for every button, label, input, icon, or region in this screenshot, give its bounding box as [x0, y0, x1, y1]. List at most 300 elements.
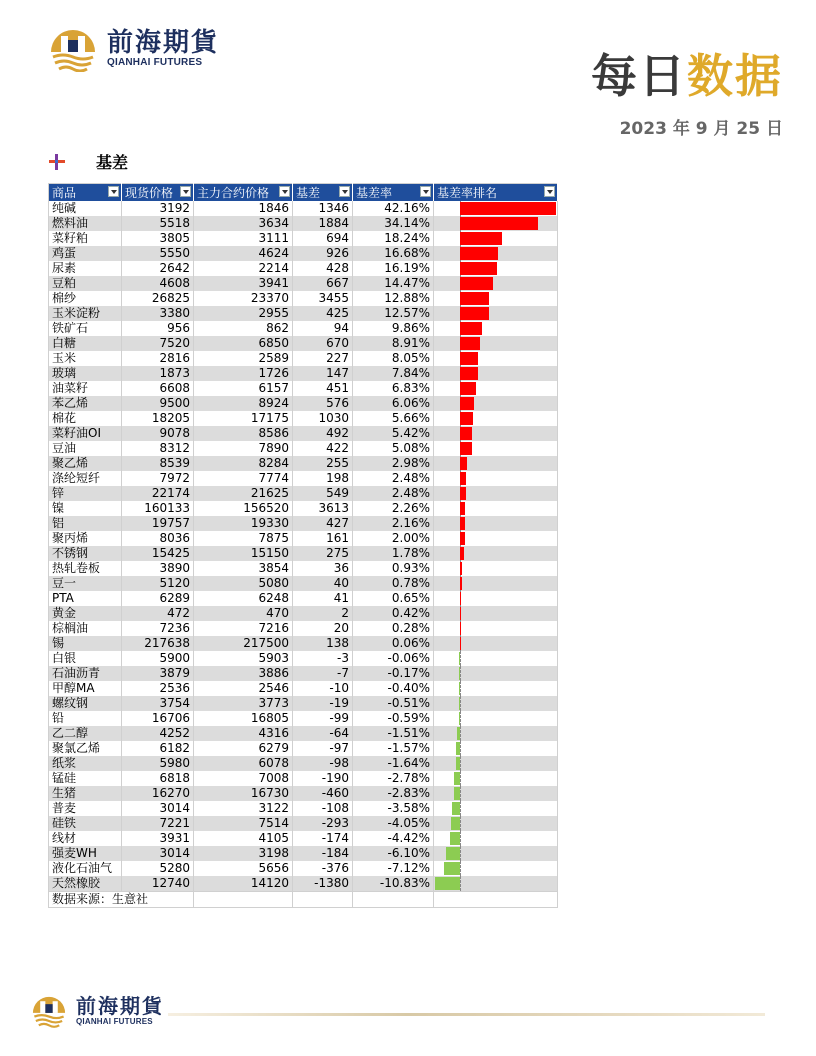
basis-rate-bar: [451, 817, 460, 830]
spot-price-cell: 3931: [122, 831, 194, 846]
basis-rate-cell: 16.68%: [353, 246, 434, 261]
table-row: [49, 306, 558, 321]
basis-rate-bar-cell: [434, 561, 558, 576]
bar-zero-axis: [460, 801, 461, 816]
basis-cell: -64: [293, 726, 353, 741]
table-row: [49, 546, 558, 561]
commodity-cell: 油菜籽: [49, 381, 122, 396]
commodity-cell: 纯碱: [49, 201, 122, 216]
main-contract-price-cell: 4105: [194, 831, 293, 846]
main-contract-price-cell: 8284: [194, 456, 293, 471]
table-row: [49, 231, 558, 246]
basis-cell: -184: [293, 846, 353, 861]
commodity-cell: 棕榈油: [49, 621, 122, 636]
filter-dropdown-icon[interactable]: [279, 186, 290, 197]
basis-cell: -19: [293, 696, 353, 711]
table-row: [49, 756, 558, 771]
main-contract-price-cell: 2214: [194, 261, 293, 276]
basis-rate-cell: 0.42%: [353, 606, 434, 621]
bar-zero-axis: [460, 726, 461, 741]
bar-zero-axis: [460, 816, 461, 831]
empty-cell: [434, 892, 558, 908]
table-row: [49, 786, 558, 801]
basis-rate-bar-cell: [434, 456, 558, 471]
commodity-cell: 不锈钢: [49, 546, 122, 561]
table-row: [49, 261, 558, 276]
spot-price-cell: 6818: [122, 771, 194, 786]
spot-price-cell: 160133: [122, 501, 194, 516]
table-row: [49, 591, 558, 606]
main-contract-price-cell: 7774: [194, 471, 293, 486]
spot-price-cell: 4608: [122, 276, 194, 291]
main-contract-price-cell: 15150: [194, 546, 293, 561]
basis-cell: 422: [293, 441, 353, 456]
empty-cell: [353, 892, 434, 908]
main-contract-price-cell: 3111: [194, 231, 293, 246]
col-header-spot-price[interactable]: 现货价格: [122, 184, 194, 202]
commodity-cell: 铁矿石: [49, 321, 122, 336]
basis-rate-cell: -0.06%: [353, 651, 434, 666]
commodity-cell: 锰硅: [49, 771, 122, 786]
logo-chinese-name: 前海期貨: [107, 27, 220, 58]
basis-rate-bar-cell: [434, 726, 558, 741]
page-title: [591, 48, 783, 104]
basis-rate-cell: -1.64%: [353, 756, 434, 771]
basis-rate-cell: 0.28%: [353, 621, 434, 636]
basis-rate-bar-cell: [434, 351, 558, 366]
basis-table: [48, 183, 558, 908]
basis-rate-bar: [456, 757, 460, 770]
table-row: [49, 246, 558, 261]
basis-rate-bar-cell: [434, 876, 558, 892]
commodity-cell: 菜籽粕: [49, 231, 122, 246]
main-contract-price-cell: 7216: [194, 621, 293, 636]
basis-cell: 1884: [293, 216, 353, 231]
basis-rate-bar-cell: [434, 381, 558, 396]
basis-rate-bar-cell: [434, 861, 558, 876]
basis-rate-bar-cell: [434, 531, 558, 546]
footer-logo-english-name: QIANHAI FUTURES: [76, 1016, 153, 1026]
commodity-cell: 液化石油气: [49, 861, 122, 876]
basis-rate-bar-cell: [434, 786, 558, 801]
main-contract-price-cell: 7875: [194, 531, 293, 546]
col-header-basis-rate[interactable]: 基差率: [353, 184, 434, 202]
basis-rate-bar-cell: [434, 651, 558, 666]
basis-rate-cell: 12.88%: [353, 291, 434, 306]
basis-rate-bar-cell: [434, 741, 558, 756]
filter-dropdown-icon[interactable]: [544, 186, 555, 197]
bar-zero-axis: [460, 876, 461, 891]
table-row: [49, 336, 558, 351]
basis-cell: 1346: [293, 201, 353, 216]
main-contract-price-cell: 7890: [194, 441, 293, 456]
table-row: [49, 771, 558, 786]
basis-rate-bar: [450, 832, 460, 845]
basis-rate-bar-cell: [434, 366, 558, 381]
basis-rate-bar: [460, 487, 466, 500]
table-header-row: [49, 184, 558, 202]
basis-rate-cell: -1.51%: [353, 726, 434, 741]
main-contract-price-cell: 19330: [194, 516, 293, 531]
qianhai-logo-icon: [30, 992, 68, 1028]
commodity-cell: 聚乙烯: [49, 456, 122, 471]
table-row: [49, 291, 558, 306]
main-contract-price-cell: 2546: [194, 681, 293, 696]
commodity-cell: 石油沥青: [49, 666, 122, 681]
basis-rate-bar-cell: [434, 306, 558, 321]
basis-cell: 670: [293, 336, 353, 351]
basis-rate-bar: [460, 367, 478, 380]
basis-rate-bar: [435, 877, 460, 890]
basis-rate-cell: 0.65%: [353, 591, 434, 606]
spot-price-cell: 5550: [122, 246, 194, 261]
basis-rate-cell: 2.26%: [353, 501, 434, 516]
title-part-data: 数据: [687, 49, 783, 103]
spot-price-cell: 3805: [122, 231, 194, 246]
basis-rate-cell: -0.40%: [353, 681, 434, 696]
commodity-cell: 镍: [49, 501, 122, 516]
main-contract-price-cell: 16730: [194, 786, 293, 801]
main-contract-price-cell: 217500: [194, 636, 293, 651]
basis-rate-cell: 2.48%: [353, 471, 434, 486]
basis-rate-bar: [454, 772, 460, 785]
spot-price-cell: 6289: [122, 591, 194, 606]
basis-rate-bar: [460, 337, 480, 350]
spot-price-cell: 2816: [122, 351, 194, 366]
commodity-cell: 生猪: [49, 786, 122, 801]
basis-rate-cell: 34.14%: [353, 216, 434, 231]
basis-rate-bar: [460, 547, 464, 560]
basis-cell: 492: [293, 426, 353, 441]
table-row: [49, 636, 558, 651]
basis-rate-cell: 8.91%: [353, 336, 434, 351]
data-source-note: 数据来源：生意社: [49, 892, 194, 908]
basis-rate-bar: [460, 262, 497, 275]
main-contract-price-cell: 7008: [194, 771, 293, 786]
basis-rate-cell: -4.05%: [353, 816, 434, 831]
basis-rate-bar: [460, 202, 556, 215]
basis-rate-cell: 5.42%: [353, 426, 434, 441]
basis-cell: 275: [293, 546, 353, 561]
table-row: [49, 801, 558, 816]
filter-dropdown-icon[interactable]: [180, 186, 191, 197]
basis-cell: 138: [293, 636, 353, 651]
main-contract-price-cell: 7514: [194, 816, 293, 831]
basis-rate-bar-cell: [434, 801, 558, 816]
spot-price-cell: 3890: [122, 561, 194, 576]
col-header-basis-rate-rank[interactable]: 基差率排名: [434, 184, 558, 202]
basis-rate-bar: [459, 712, 460, 725]
basis-rate-bar: [460, 622, 461, 635]
basis-rate-bar: [460, 292, 489, 305]
spot-price-cell: 8312: [122, 441, 194, 456]
table-row: [49, 651, 558, 666]
commodity-cell: 尿素: [49, 261, 122, 276]
spot-price-cell: 8539: [122, 456, 194, 471]
bar-zero-axis: [460, 666, 461, 681]
commodity-cell: 铅: [49, 711, 122, 726]
bar-zero-axis: [460, 861, 461, 876]
table-row: [49, 681, 558, 696]
spot-price-cell: 6182: [122, 741, 194, 756]
basis-rate-cell: 9.86%: [353, 321, 434, 336]
spot-price-cell: 3014: [122, 801, 194, 816]
main-contract-price-cell: 6279: [194, 741, 293, 756]
table-row: [49, 501, 558, 516]
basis-cell: 425: [293, 306, 353, 321]
col-header-main-contract-price[interactable]: 主力合约价格: [194, 184, 293, 202]
basis-rate-bar-cell: [434, 231, 558, 246]
basis-rate-bar-cell: [434, 621, 558, 636]
basis-cell: -3: [293, 651, 353, 666]
spot-price-cell: 8036: [122, 531, 194, 546]
main-contract-price-cell: 4624: [194, 246, 293, 261]
commodity-cell: 玉米淀粉: [49, 306, 122, 321]
table-row: [49, 846, 558, 861]
basis-cell: 926: [293, 246, 353, 261]
qianhai-logo-icon: [47, 24, 99, 72]
filter-dropdown-icon[interactable]: [420, 186, 431, 197]
basis-cell: 667: [293, 276, 353, 291]
basis-rate-bar-cell: [434, 321, 558, 336]
commodity-cell: 锌: [49, 486, 122, 501]
basis-rate-bar-cell: [434, 771, 558, 786]
basis-rate-bar: [460, 217, 538, 230]
basis-cell: -10: [293, 681, 353, 696]
spot-price-cell: 3380: [122, 306, 194, 321]
col-header-commodity[interactable]: 商品: [49, 184, 122, 202]
bar-zero-axis: [460, 831, 461, 846]
main-contract-price-cell: 5656: [194, 861, 293, 876]
table-row: [49, 606, 558, 621]
basis-rate-cell: 0.93%: [353, 561, 434, 576]
main-contract-price-cell: 2589: [194, 351, 293, 366]
basis-rate-cell: -7.12%: [353, 861, 434, 876]
basis-cell: 576: [293, 396, 353, 411]
spot-price-cell: 5280: [122, 861, 194, 876]
table-row: [49, 321, 558, 336]
table-row: [49, 816, 558, 831]
basis-cell: 1030: [293, 411, 353, 426]
basis-rate-bar-cell: [434, 516, 558, 531]
commodity-cell: 豆油: [49, 441, 122, 456]
commodity-cell: 棉花: [49, 411, 122, 426]
basis-cell: -1380: [293, 876, 353, 892]
basis-rate-bar-cell: [434, 471, 558, 486]
basis-rate-bar: [460, 397, 474, 410]
main-contract-price-cell: 1726: [194, 366, 293, 381]
commodity-cell: 菜籽油OI: [49, 426, 122, 441]
table-row: [49, 531, 558, 546]
basis-cell: 549: [293, 486, 353, 501]
commodity-cell: 乙二醇: [49, 726, 122, 741]
basis-rate-cell: 8.05%: [353, 351, 434, 366]
table-row: [49, 381, 558, 396]
basis-rate-bar: [460, 472, 466, 485]
basis-rate-cell: -0.59%: [353, 711, 434, 726]
table-row: [49, 621, 558, 636]
basis-rate-bar-cell: [434, 411, 558, 426]
basis-cell: -108: [293, 801, 353, 816]
basis-rate-cell: 14.47%: [353, 276, 434, 291]
basis-rate-cell: 2.48%: [353, 486, 434, 501]
basis-cell: -99: [293, 711, 353, 726]
basis-cell: 40: [293, 576, 353, 591]
spot-price-cell: 7236: [122, 621, 194, 636]
table-row: [49, 696, 558, 711]
basis-rate-bar-cell: [434, 606, 558, 621]
table-row: [49, 561, 558, 576]
table-row: [49, 396, 558, 411]
basis-cell: 20: [293, 621, 353, 636]
basis-rate-cell: 16.19%: [353, 261, 434, 276]
table-row: [49, 861, 558, 876]
table-row: [49, 411, 558, 426]
basis-rate-bar: [460, 517, 465, 530]
spot-price-cell: 472: [122, 606, 194, 621]
basis-rate-bar: [444, 862, 460, 875]
commodity-cell: 聚氯乙烯: [49, 741, 122, 756]
bar-zero-axis: [460, 741, 461, 756]
table-row: [49, 201, 558, 216]
main-contract-price-cell: 21625: [194, 486, 293, 501]
main-contract-price-cell: 3634: [194, 216, 293, 231]
basis-rate-bar-cell: [434, 756, 558, 771]
table-row: [49, 876, 558, 892]
main-contract-price-cell: 2955: [194, 306, 293, 321]
basis-cell: -460: [293, 786, 353, 801]
spot-price-cell: 3014: [122, 846, 194, 861]
basis-rate-bar-cell: [434, 501, 558, 516]
basis-rate-bar: [460, 232, 502, 245]
basis-rate-bar-cell: [434, 696, 558, 711]
basis-rate-bar-cell: [434, 216, 558, 231]
basis-rate-bar-cell: [434, 336, 558, 351]
chart-plus-icon: [48, 153, 66, 171]
basis-cell: 2: [293, 606, 353, 621]
table-row: [49, 726, 558, 741]
main-contract-price-cell: 6157: [194, 381, 293, 396]
basis-cell: -376: [293, 861, 353, 876]
main-contract-price-cell: 14120: [194, 876, 293, 892]
basis-rate-bar-cell: [434, 546, 558, 561]
basis-rate-cell: 7.84%: [353, 366, 434, 381]
table-row: [49, 456, 558, 471]
spot-price-cell: 16706: [122, 711, 194, 726]
basis-rate-bar: [460, 577, 462, 590]
main-contract-price-cell: 23370: [194, 291, 293, 306]
basis-rate-cell: -4.42%: [353, 831, 434, 846]
spot-price-cell: 18205: [122, 411, 194, 426]
basis-rate-bar-cell: [434, 396, 558, 411]
main-contract-price-cell: 862: [194, 321, 293, 336]
basis-rate-bar: [452, 802, 460, 815]
basis-rate-bar: [460, 607, 461, 620]
basis-cell: 427: [293, 516, 353, 531]
basis-rate-bar: [460, 247, 498, 260]
commodity-cell: 纸浆: [49, 756, 122, 771]
logo-english-name: QIANHAI FUTURES: [107, 56, 203, 68]
spot-price-cell: 16270: [122, 786, 194, 801]
basis-rate-cell: 5.66%: [353, 411, 434, 426]
table-row: [49, 471, 558, 486]
basis-rate-bar: [457, 727, 460, 740]
table-row: [49, 351, 558, 366]
section-heading: [48, 150, 128, 173]
table-source-row: [49, 892, 558, 908]
main-contract-price-cell: 6850: [194, 336, 293, 351]
table-row: [49, 276, 558, 291]
commodity-cell: 铝: [49, 516, 122, 531]
spot-price-cell: 5900: [122, 651, 194, 666]
commodity-cell: 强麦WH: [49, 846, 122, 861]
commodity-cell: 棉纱: [49, 291, 122, 306]
table-row: [49, 711, 558, 726]
basis-cell: -293: [293, 816, 353, 831]
filter-dropdown-icon[interactable]: [339, 186, 350, 197]
basis-rate-bar: [460, 457, 467, 470]
basis-rate-cell: -1.57%: [353, 741, 434, 756]
spot-price-cell: 1873: [122, 366, 194, 381]
basis-rate-bar-cell: [434, 576, 558, 591]
basis-cell: -98: [293, 756, 353, 771]
main-contract-price-cell: 3886: [194, 666, 293, 681]
basis-cell: 36: [293, 561, 353, 576]
commodity-cell: 燃料油: [49, 216, 122, 231]
bar-zero-axis: [460, 846, 461, 861]
basis-rate-bar: [460, 637, 461, 650]
main-contract-price-cell: 16805: [194, 711, 293, 726]
main-contract-price-cell: 4316: [194, 726, 293, 741]
commodity-cell: 甲醇MA: [49, 681, 122, 696]
spot-price-cell: 19757: [122, 516, 194, 531]
basis-cell: 451: [293, 381, 353, 396]
basis-rate-bar: [460, 322, 482, 335]
basis-rate-cell: 2.16%: [353, 516, 434, 531]
table-row: [49, 441, 558, 456]
basis-rate-bar-cell: [434, 246, 558, 261]
spot-price-cell: 3754: [122, 696, 194, 711]
basis-rate-bar: [460, 592, 461, 605]
spot-price-cell: 15425: [122, 546, 194, 561]
filter-dropdown-icon[interactable]: [108, 186, 119, 197]
basis-cell: 255: [293, 456, 353, 471]
commodity-cell: 玉米: [49, 351, 122, 366]
main-contract-price-cell: 3198: [194, 846, 293, 861]
spot-price-cell: 2642: [122, 261, 194, 276]
main-contract-price-cell: 6248: [194, 591, 293, 606]
commodity-cell: 螺纹钢: [49, 696, 122, 711]
table-row: [49, 576, 558, 591]
basis-rate-cell: -10.83%: [353, 876, 434, 892]
basis-rate-bar-cell: [434, 681, 558, 696]
commodity-cell: 苯乙烯: [49, 396, 122, 411]
basis-rate-cell: -2.78%: [353, 771, 434, 786]
spot-price-cell: 7972: [122, 471, 194, 486]
spot-price-cell: 5120: [122, 576, 194, 591]
col-header-basis[interactable]: 基差: [293, 184, 353, 202]
basis-rate-cell: 2.00%: [353, 531, 434, 546]
basis-cell: -174: [293, 831, 353, 846]
bar-zero-axis: [460, 756, 461, 771]
basis-cell: 3613: [293, 501, 353, 516]
basis-rate-cell: 0.78%: [353, 576, 434, 591]
main-contract-price-cell: 17175: [194, 411, 293, 426]
basis-rate-cell: 12.57%: [353, 306, 434, 321]
basis-rate-bar-cell: [434, 276, 558, 291]
empty-cell: [293, 892, 353, 908]
main-contract-price-cell: 8586: [194, 426, 293, 441]
